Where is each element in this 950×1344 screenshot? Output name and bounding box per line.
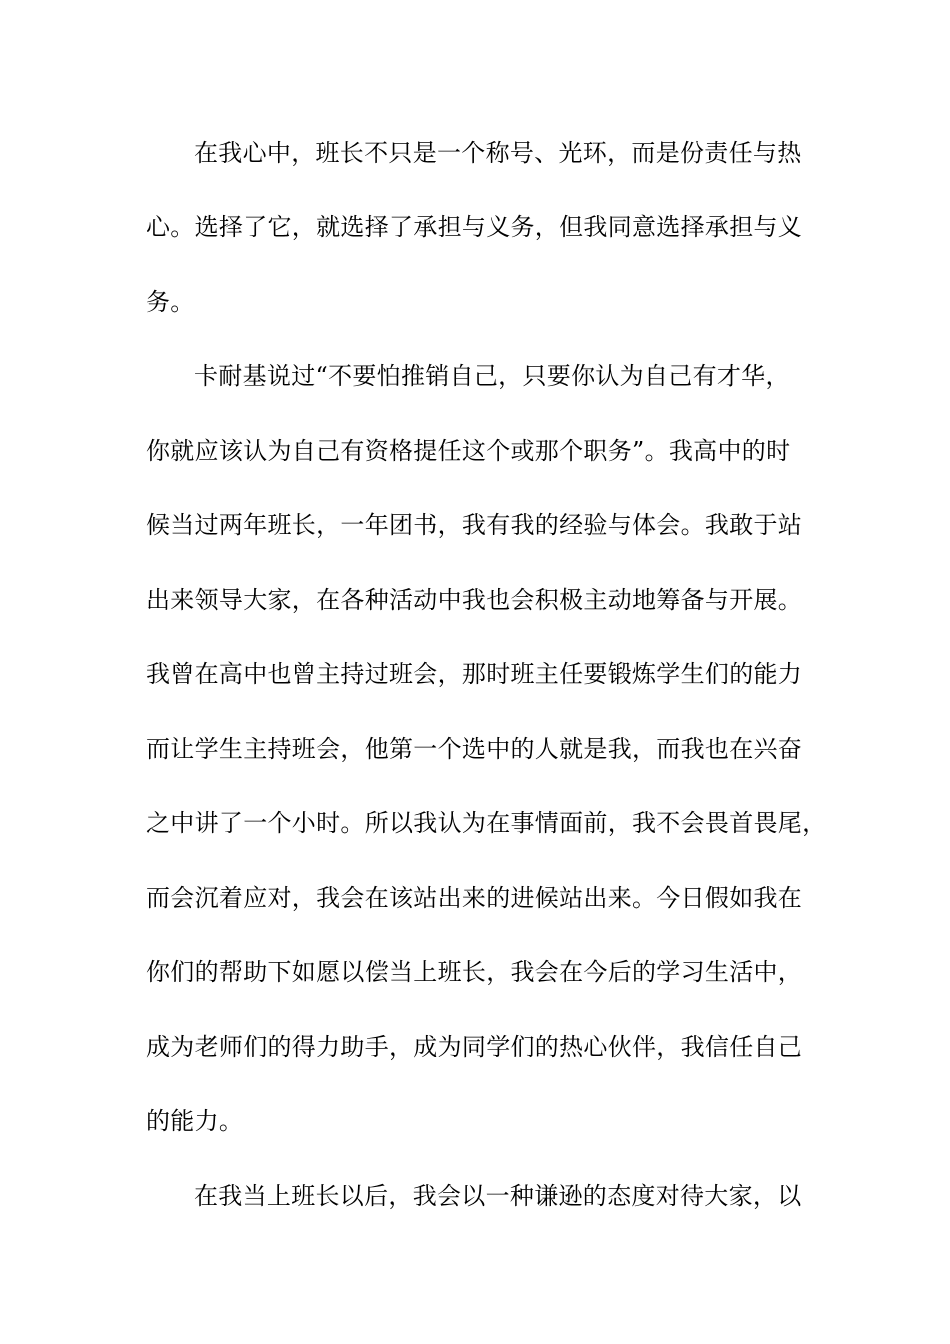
- paragraph-2-line-11: 的能力。: [146, 1107, 244, 1135]
- paragraph-2-line-7: 之中讲了一个小时。所以我认为在事情面前，我不会畏首畏尾，: [146, 809, 827, 837]
- paragraph-2-line-3: 候当过两年班长，一年团书，我有我的经验与体会。我敢于站: [146, 511, 803, 539]
- paragraph-1-line-1: 在我心中，班长不只是一个称号、光环，而是份责任与热: [194, 139, 802, 167]
- paragraph-2-line-1: 卡耐基说过“不要怕推销自己，只要你认为自己有才华，: [194, 362, 790, 390]
- paragraph-2-line-2: 你就应该认为自己有资格提任这个或那个职务”。我高中的时: [146, 437, 791, 465]
- paragraph-3-line-1: 在我当上班长以后，我会以一种谦逊的态度对待大家，以: [194, 1182, 802, 1210]
- paragraph-2-line-4: 出来领导大家，在各种活动中我也会积极主动地筹备与开展。: [146, 586, 803, 614]
- paragraph-2-line-9: 你们的帮助下如愿以偿当上班长，我会在今后的学习生活中，: [146, 958, 803, 986]
- paragraph-2-line-10: 成为老师们的得力助手，成为同学们的热心伙伴，我信任自己: [146, 1033, 803, 1061]
- paragraph-2-line-8: 而会沉着应对，我会在该站出来的进候站出来。今日假如我在: [146, 884, 803, 912]
- paragraph-2-line-5: 我曾在高中也曾主持过班会，那时班主任要锻炼学生们的能力: [146, 660, 803, 688]
- paragraph-1-line-3: 务。: [146, 288, 195, 316]
- paragraph-1-line-2: 心。选择了它，就选择了承担与义务，但我同意选择承担与义: [146, 213, 803, 241]
- paragraph-2-line-6: 而让学生主持班会，他第一个选中的人就是我，而我也在兴奋: [146, 735, 803, 763]
